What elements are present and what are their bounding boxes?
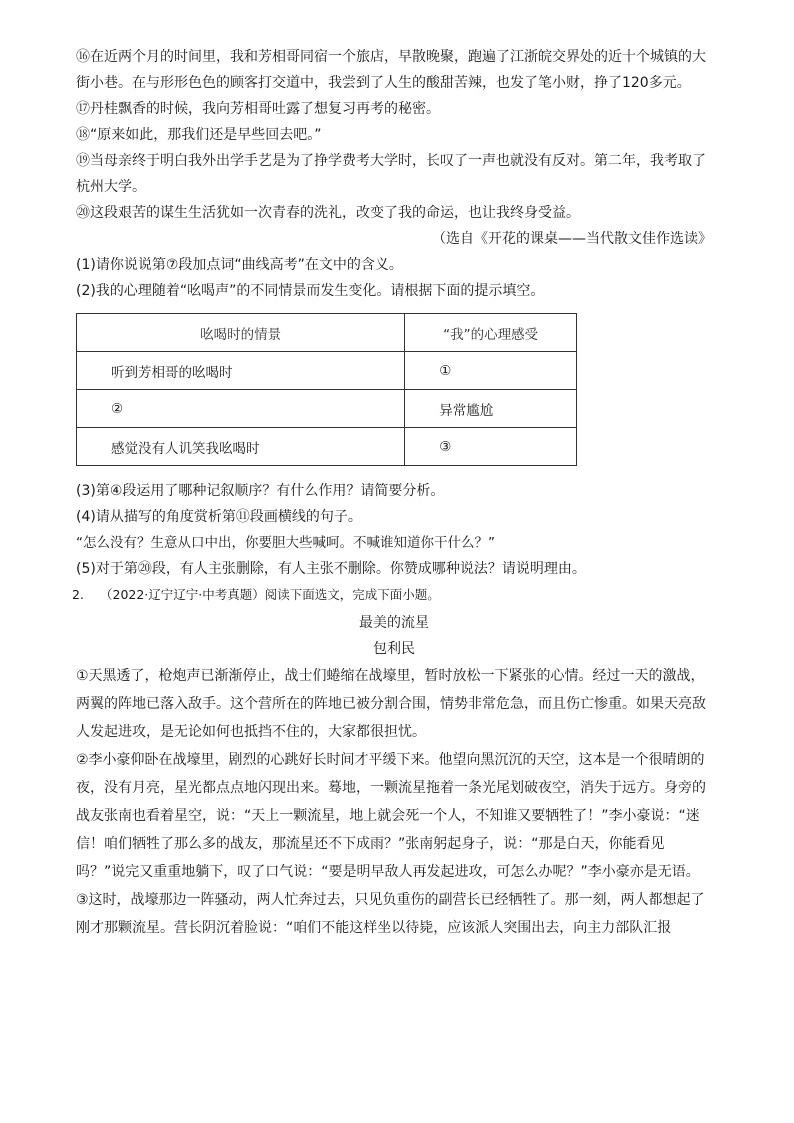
- question-2-header: [72, 582, 712, 608]
- question-2-number: 2.: [72, 587, 84, 602]
- table-cell: ①: [405, 352, 577, 390]
- table-cell: ②: [77, 390, 405, 428]
- table-cell: 听到芳相哥的吆喝时: [77, 352, 405, 390]
- question-1-3: (3)第④段运用了哪种记叙顺序？有什么作用？请简要分析。: [76, 483, 445, 499]
- table-row: [77, 352, 577, 390]
- table-cell: ③: [405, 428, 577, 466]
- table-header-scene: 吆喝时的情景: [77, 314, 405, 352]
- document-content: [72, 44, 712, 942]
- table-row: [77, 390, 577, 428]
- paragraph-17: ⑰丹桂飘香的时候，我向芳相哥吐露了想复习再考的秘密。: [76, 101, 440, 117]
- story-paragraph-3: ③这时，战壕那边一阵骚动，两人忙奔过去，只见负重伤的副营长已经牺牲了。那一刻，两人都想起了刚才那颗流星。营长阴沉着脸说：“咱们不能这样坐以待毙，应该派人突围出去，向主力部队汇报: [76, 892, 705, 936]
- source-citation: （选自《开花的课桌——当代散文佳作选读》: [432, 231, 712, 247]
- story-paragraph-2: ②李小豪仰卧在战壕里，剧烈的心跳好长时间才平缓下来。他望向黑沉沉的天空，这本是一个很晴朗的夜，没有月亮，星光都点点地闪现出来。蓦地，一颗流星拖着一条光尾划破夜空，消失于远方。身旁的战友张南也看着星空，说：“天上一颗流星，地上就会死一个人，不知谁又要牺牲了！”李小豪说：“迷信！咱们牺牲了那么多的战友，那流星还不下成雨？”张南躬起身子，说：“那是白天，你能看见吗？”说完又重重地躺下，叹了口气说：“要是明早敌人再发起进攻，可怎么办呢？”李小豪亦是无语。: [76, 752, 706, 880]
- feeling-table: [76, 313, 577, 466]
- table-cell: 异常尴尬: [405, 390, 577, 428]
- question-1-4: (4)请从描写的角度赏析第⑪段画横线的句子。: [76, 509, 362, 525]
- story-title: 最美的流星: [359, 615, 429, 631]
- story-paragraph-1: ①天黑透了，枪炮声已渐渐停止，战士们蜷缩在战壕里，暂时放松一下紧张的心情。经过一天的激战，两翼的阵地已落入敌手。这个营所在的阵地已被分割合围，情势非常危急，而且伤亡惨重。如果天亮敌人发起进攻，是无论如何也抵挡不住的，大家都很担忧。: [76, 668, 706, 740]
- paragraph-20: ⑳这段艰苦的谋生生活犹如一次青春的洗礼，改变了我的命运，也让我终身受益。: [76, 205, 580, 221]
- table-header-row: [77, 314, 577, 352]
- question-2-header-text: （2022·辽宁辽宁·中考真题）阅读下面选文，完成下面小题。: [100, 587, 440, 602]
- question-1-4-quote: “怎么没有？生意从口中出，你要胆大些喊呵。不喊谁知道你干什么？”: [76, 535, 495, 551]
- paragraph-18: ⑱“原来如此，那我们还是早些回去吧。”: [76, 127, 322, 143]
- table-row: [77, 428, 577, 466]
- question-1-2: (2)我的心理随着“吆喝声”的不同情景而发生变化。请根据下面的提示填空。: [76, 283, 545, 299]
- table-cell: 感觉没有人讥笑我吆喝时: [77, 428, 405, 466]
- question-1-5: (5)对于第⑳段，有人主张删除，有人主张不删除。你赞成哪种说法？请说明理由。: [76, 561, 586, 577]
- story-author: 包利民: [373, 641, 415, 657]
- paragraph-16: ⑯在近两个月的时间里，我和芳相哥同宿一个旅店，早散晚聚，跑遍了江浙皖交界处的近十个城镇的大街小巷。在与形形色色的顾客打交道中，我尝到了人生的酸甜苦辣，也发了笔小财，挣了120多元。: [76, 49, 706, 91]
- paragraph-19: ⑲当母亲终于明白我外出学手艺是为了挣学费考大学时，长叹了一声也就没有反对。第二年，我考取了杭州大学。: [76, 153, 706, 195]
- question-1-1: (1)请你说说第⑦段加点词“曲线高考”在文中的含义。: [76, 257, 403, 273]
- table-header-feeling: “我”的心理感受: [405, 314, 577, 352]
